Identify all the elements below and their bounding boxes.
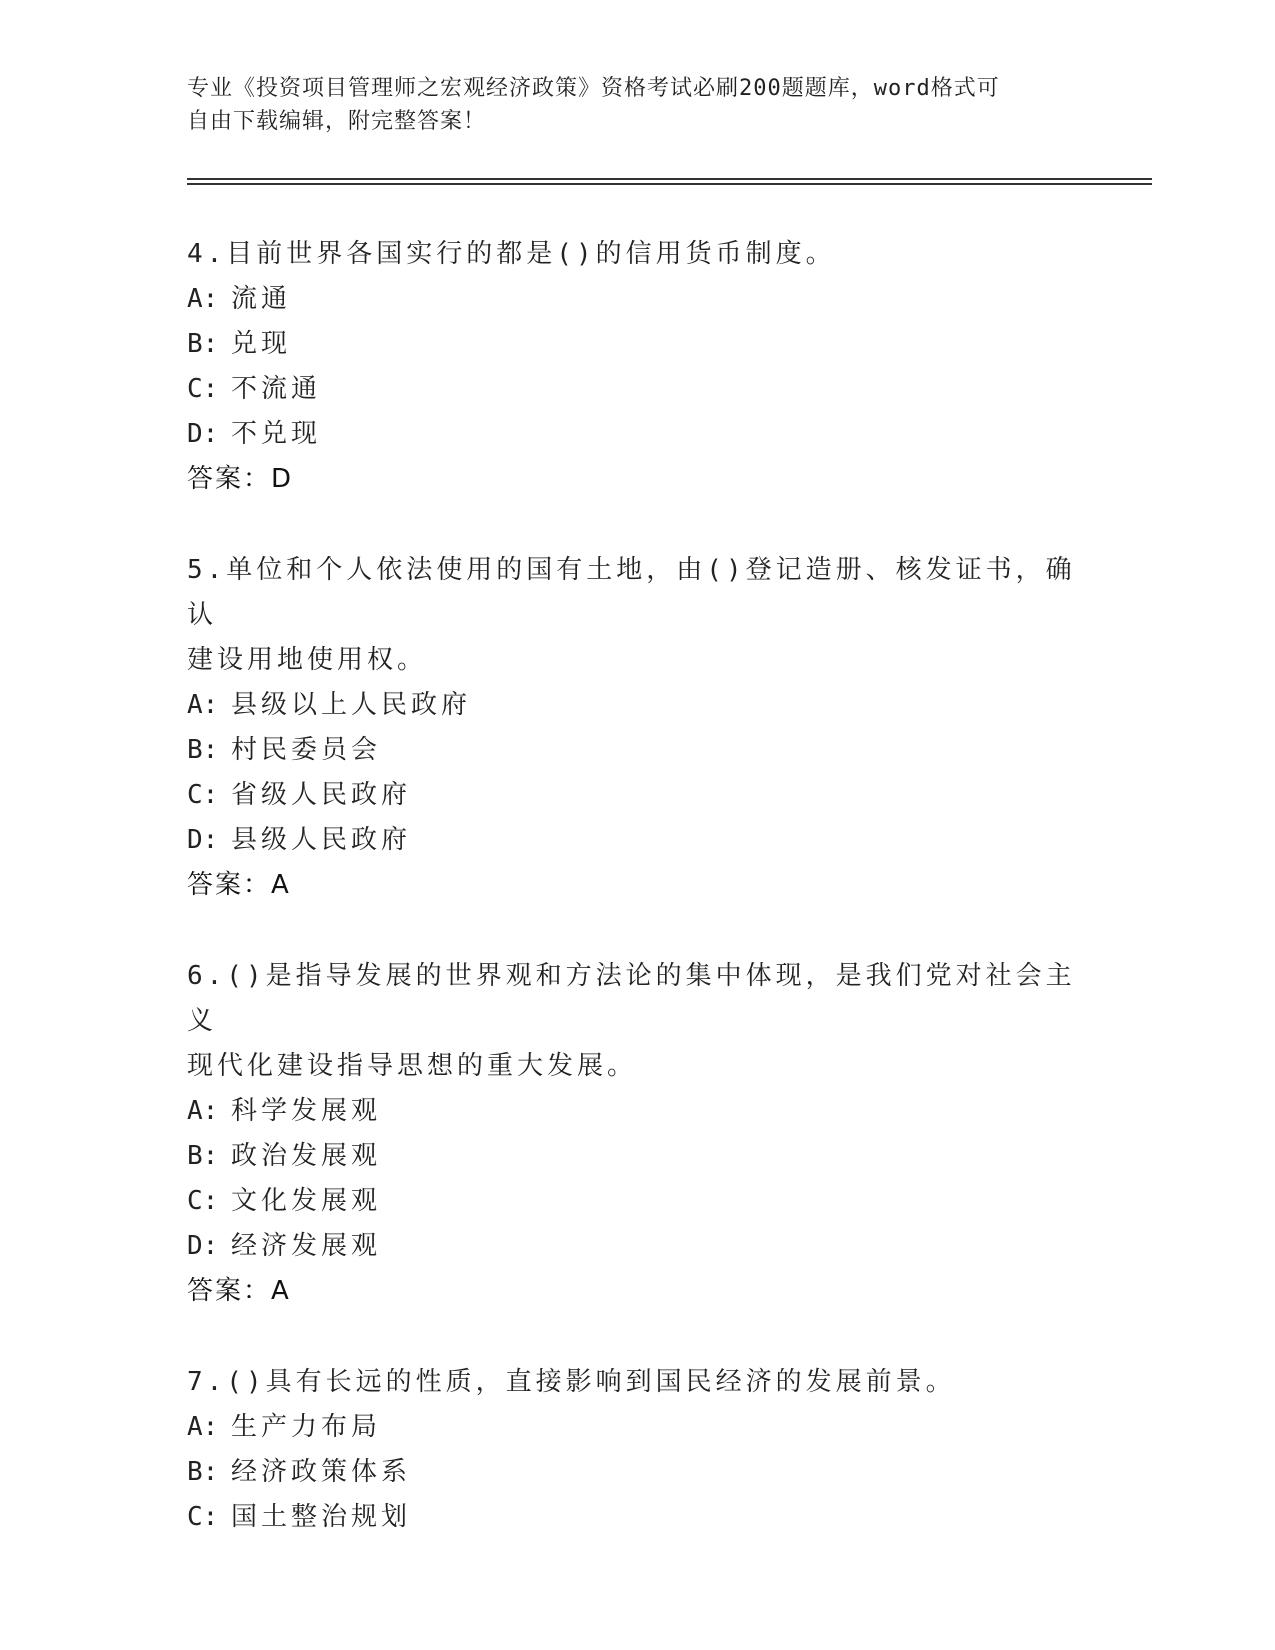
option-text: 政治发展观 (231, 1141, 382, 1171)
header-line-1: 专业《投资项目管理师之宏观经济政策》资格考试必刷200题题库，word格式可 (187, 76, 1000, 101)
option-key: A: (187, 1412, 219, 1442)
option-text: 流通 (231, 284, 292, 314)
answer-option (187, 322, 1087, 367)
question-block (187, 232, 1087, 502)
answer-option (187, 277, 1087, 322)
question-block (187, 548, 1087, 908)
question-stem-line: 6.()是指导发展的世界观和方法论的集中体现，是我们党对社会主义 (187, 961, 1076, 1036)
question-stem-line: 7.()具有长远的性质，直接影响到国民经济的发展前景。 (187, 1367, 956, 1397)
option-key: B: (187, 1457, 219, 1487)
question-stem-line: 建设用地使用权。 (187, 645, 428, 675)
answer-option (187, 1450, 1087, 1495)
option-text: 不兑现 (231, 419, 322, 449)
question-stem-line: 现代化建设指导思想的重大发展。 (187, 1051, 638, 1081)
option-text: 村民委员会 (231, 735, 382, 765)
header-divider-bottom (187, 183, 1152, 185)
option-key: B: (187, 735, 219, 765)
option-key: B: (187, 1141, 219, 1171)
header-divider-top (187, 178, 1152, 180)
answer-line: 答案：D (187, 464, 294, 494)
option-text: 国土整治规划 (231, 1502, 412, 1532)
answer-option (187, 773, 1087, 818)
answer-option (187, 683, 1087, 728)
answer-option (187, 1134, 1087, 1179)
answer-option (187, 1224, 1087, 1269)
option-key: B: (187, 329, 219, 359)
answer-option (187, 1495, 1087, 1540)
option-key: C: (187, 780, 219, 810)
option-key: C: (187, 374, 219, 404)
answer-line: 答案：A (187, 870, 291, 900)
question-block (187, 954, 1087, 1314)
answer-option (187, 1089, 1087, 1134)
option-text: 生产力布局 (231, 1412, 382, 1442)
option-text: 县级以上人民政府 (231, 690, 472, 720)
question-stem-line: 5.单位和个人依法使用的国有土地，由()登记造册、核发证书，确认 (187, 555, 1076, 630)
option-key: D: (187, 419, 219, 449)
option-text: 县级人民政府 (231, 825, 412, 855)
option-text: 兑现 (231, 329, 292, 359)
question-list (187, 232, 1087, 1586)
question-stem-line: 4.目前世界各国实行的都是()的信用货币制度。 (187, 239, 836, 269)
header-line-2: 自由下载编辑，附完整答案！ (187, 109, 487, 134)
option-key: D: (187, 1231, 219, 1261)
answer-line: 答案：A (187, 1276, 291, 1306)
option-text: 经济发展观 (231, 1231, 382, 1261)
option-text: 省级人民政府 (231, 780, 412, 810)
option-key: C: (187, 1186, 219, 1216)
option-text: 文化发展观 (231, 1186, 382, 1216)
option-text: 经济政策体系 (231, 1457, 412, 1487)
option-key: C: (187, 1502, 219, 1532)
option-key: D: (187, 825, 219, 855)
answer-option (187, 412, 1087, 457)
answer-option (187, 728, 1087, 773)
answer-option (187, 818, 1087, 863)
answer-option (187, 1179, 1087, 1224)
option-key: A: (187, 284, 219, 314)
answer-option (187, 1405, 1087, 1450)
option-text: 科学发展观 (231, 1096, 382, 1126)
document-header (187, 72, 1067, 138)
question-block (187, 1360, 1087, 1540)
option-key: A: (187, 690, 219, 720)
answer-option (187, 367, 1087, 412)
option-text: 不流通 (231, 374, 322, 404)
option-key: A: (187, 1096, 219, 1126)
